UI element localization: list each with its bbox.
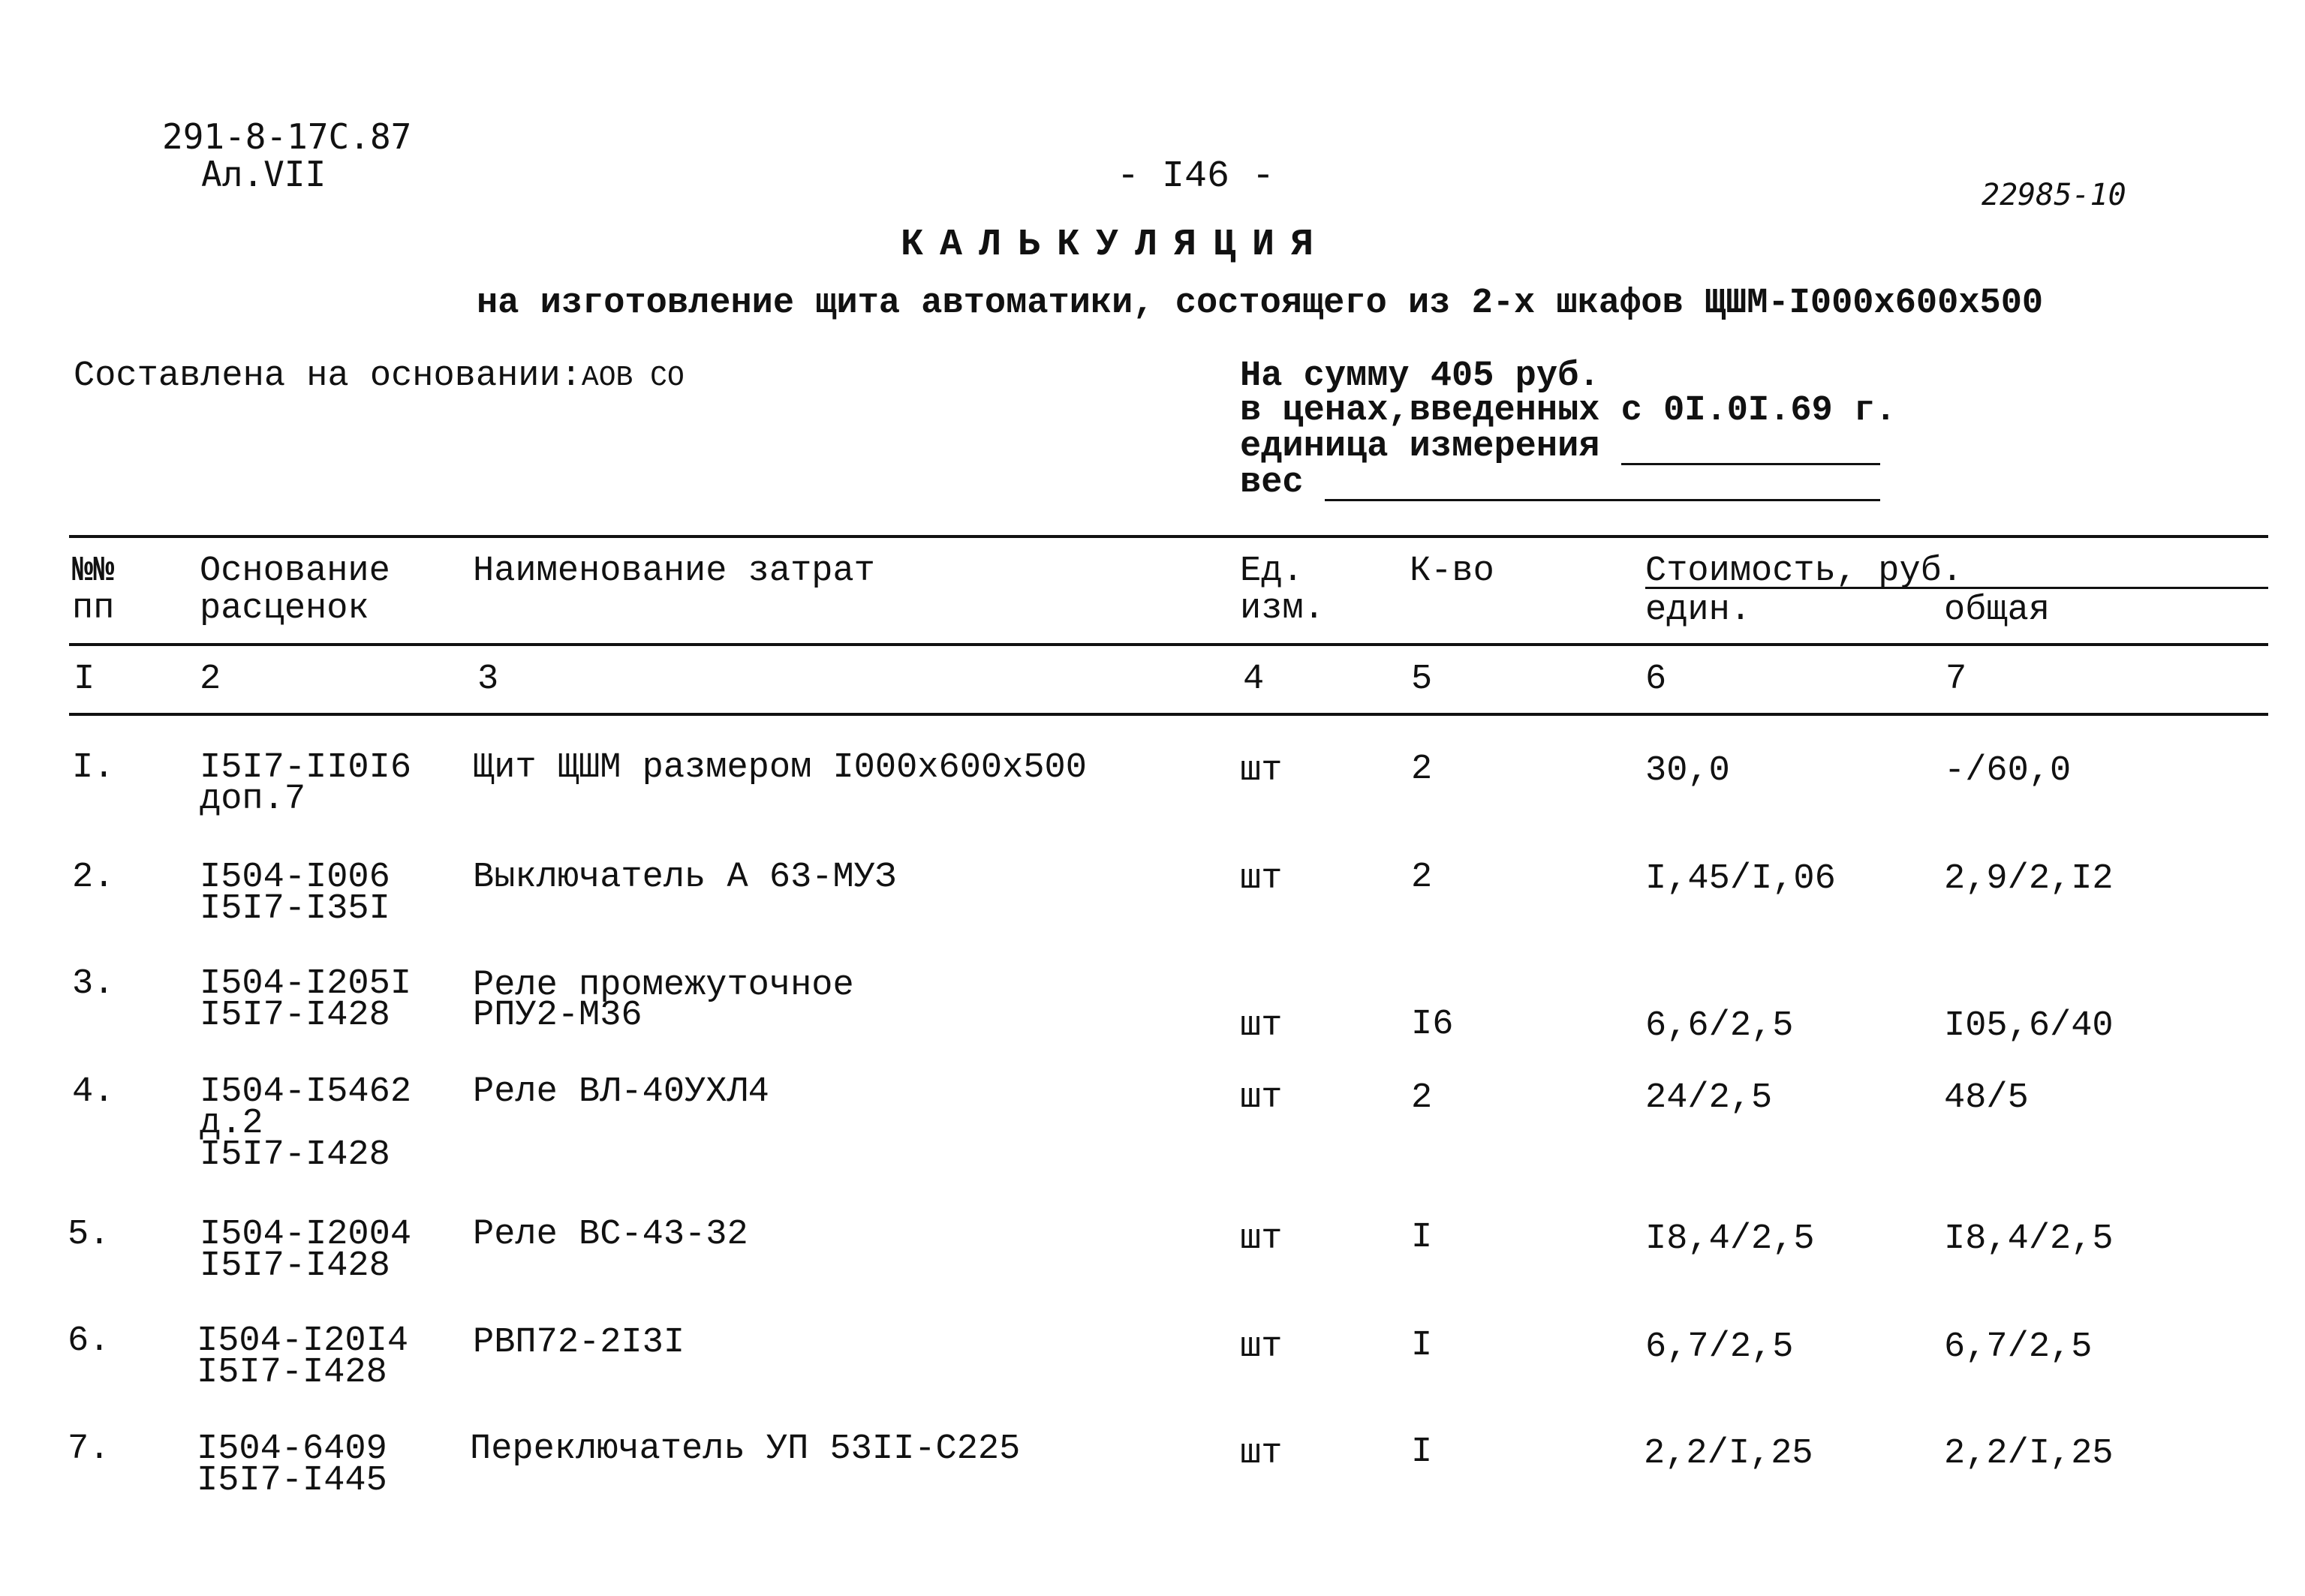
weight-line <box>1240 465 1880 501</box>
row-basis: I5I7-I428 <box>200 1135 390 1175</box>
document-subtitle: на изготовление щита автоматики, состоящего из 2-х шкафов ЩШМ-I000x600x500 <box>477 284 2044 323</box>
header-unit-2: изм. <box>1240 589 1325 629</box>
header-qty: К-во <box>1410 552 1494 591</box>
row-qty: 2 <box>1411 858 1433 897</box>
row-name: Переключатель УП 53II-С225 <box>470 1429 1021 1469</box>
row-price: 24/2,5 <box>1645 1078 1773 1118</box>
album-number: Ал.VII <box>201 154 326 194</box>
header-unit-1: Ед. <box>1240 552 1304 591</box>
row-basis: I504-I20I4 <box>197 1321 409 1361</box>
row-total: I8,4/2,5 <box>1944 1219 2114 1259</box>
header-num-2: пп <box>72 589 115 629</box>
row-basis: I504-I205I <box>200 964 412 1004</box>
row-basis: I5I7-II0I6 <box>200 748 412 788</box>
column-number: I <box>74 660 95 699</box>
row-total: 6,7/2,5 <box>1944 1327 2093 1367</box>
row-name: Реле промежуточное <box>473 966 854 1005</box>
header-basis-1: Основание <box>200 552 390 591</box>
row-price: 6,6/2,5 <box>1645 1006 1794 1046</box>
stamp-number: 22985-10 <box>1982 178 2126 212</box>
row-name: РПУ2-М36 <box>473 996 642 1035</box>
unit-of-measure-line <box>1240 429 1880 465</box>
row-qty: I <box>1411 1432 1433 1472</box>
sum-line: На сумму 405 руб. <box>1240 356 1600 396</box>
row-number: 3. <box>72 964 115 1004</box>
row-price: I8,4/2,5 <box>1645 1219 1815 1259</box>
row-number: I. <box>72 748 115 788</box>
row-name: Щит ЩШМ размером I000x600x500 <box>473 748 1087 788</box>
document-title: КАЛЬКУЛЯЦИЯ <box>901 224 1331 266</box>
row-basis: I5I7-I428 <box>200 996 390 1035</box>
row-unit: шт <box>1240 859 1283 899</box>
page-number: - I46 - <box>1117 155 1275 198</box>
row-basis: I5I7-I428 <box>200 1246 390 1286</box>
basis-value: АОВ СО <box>581 362 685 394</box>
row-price: 2,2/I,25 <box>1644 1434 1813 1474</box>
row-basis: д.2 <box>200 1104 263 1144</box>
row-total: I05,6/40 <box>1944 1006 2114 1046</box>
row-unit: шт <box>1240 751 1283 791</box>
column-number: 2 <box>200 660 221 699</box>
column-number: 3 <box>477 660 499 699</box>
unit-of-measure-blank <box>1621 434 1880 465</box>
row-unit: шт <box>1240 1327 1283 1367</box>
row-basis: I504-I006 <box>200 858 390 897</box>
header-basis-2: расценок <box>200 589 369 629</box>
row-qty: I <box>1411 1218 1433 1258</box>
row-unit: шт <box>1240 1219 1283 1259</box>
row-unit: шт <box>1240 1006 1283 1046</box>
row-basis: I5I7-I35I <box>200 889 390 929</box>
row-total: 48/5 <box>1944 1078 2029 1118</box>
row-name: РВП72-2I3I <box>473 1323 685 1363</box>
row-total: -/60,0 <box>1944 751 2072 791</box>
unit-of-measure-label: единица измерения <box>1240 427 1600 467</box>
header-cost: Стоимость, руб. <box>1645 552 1963 591</box>
row-number: 2. <box>72 858 115 897</box>
column-number: 4 <box>1243 660 1265 699</box>
weight-blank <box>1325 470 1880 501</box>
basis-label: Составлена на основании: <box>74 356 582 396</box>
column-number: 5 <box>1411 660 1433 699</box>
document-code: 291-8-17C.87 <box>162 116 412 157</box>
weight-label: вес <box>1240 463 1304 503</box>
row-unit: шт <box>1240 1434 1283 1474</box>
prices-line: в ценах,введенных с 0I.0I.69 г. <box>1240 391 1897 431</box>
row-number: 6. <box>68 1321 110 1361</box>
row-number: 4. <box>72 1072 115 1112</box>
header-num-1: №№ <box>72 552 115 591</box>
row-price: 6,7/2,5 <box>1645 1327 1794 1367</box>
row-price: I,45/I,06 <box>1645 859 1836 899</box>
row-name: Реле ВЛ-40УХЛ4 <box>473 1072 769 1112</box>
header-name: Наименование затрат <box>473 552 875 591</box>
table-top-rule <box>69 535 2268 538</box>
row-qty: 2 <box>1411 1078 1433 1118</box>
column-numbers-rule <box>69 713 2268 716</box>
row-total: 2,2/I,25 <box>1944 1434 2114 1474</box>
column-number: 6 <box>1645 660 1667 699</box>
row-number: 5. <box>68 1215 110 1255</box>
header-cost-unit: един. <box>1645 591 1752 630</box>
row-basis: I5I7-I428 <box>197 1353 387 1393</box>
column-number: 7 <box>1945 660 1967 699</box>
row-basis: I504-I5462 <box>200 1072 412 1112</box>
row-basis: I504-6409 <box>197 1429 387 1469</box>
row-qty: 2 <box>1411 750 1433 789</box>
header-bottom-rule <box>69 643 2268 646</box>
row-name: Выключатель А 63-МУЗ <box>473 858 897 897</box>
row-basis: I504-I2004 <box>200 1215 412 1255</box>
row-name: Реле ВС-43-32 <box>473 1215 748 1255</box>
row-qty: I6 <box>1411 1005 1454 1044</box>
basis-line <box>74 356 685 396</box>
row-number: 7. <box>68 1429 110 1469</box>
row-basis: I5I7-I445 <box>197 1461 387 1501</box>
row-qty: I <box>1411 1326 1433 1366</box>
header-cost-total: общая <box>1944 591 2051 630</box>
row-price: 30,0 <box>1645 751 1730 791</box>
row-basis: доп.7 <box>200 780 306 819</box>
row-unit: шт <box>1240 1078 1283 1118</box>
row-total: 2,9/2,I2 <box>1944 859 2114 899</box>
